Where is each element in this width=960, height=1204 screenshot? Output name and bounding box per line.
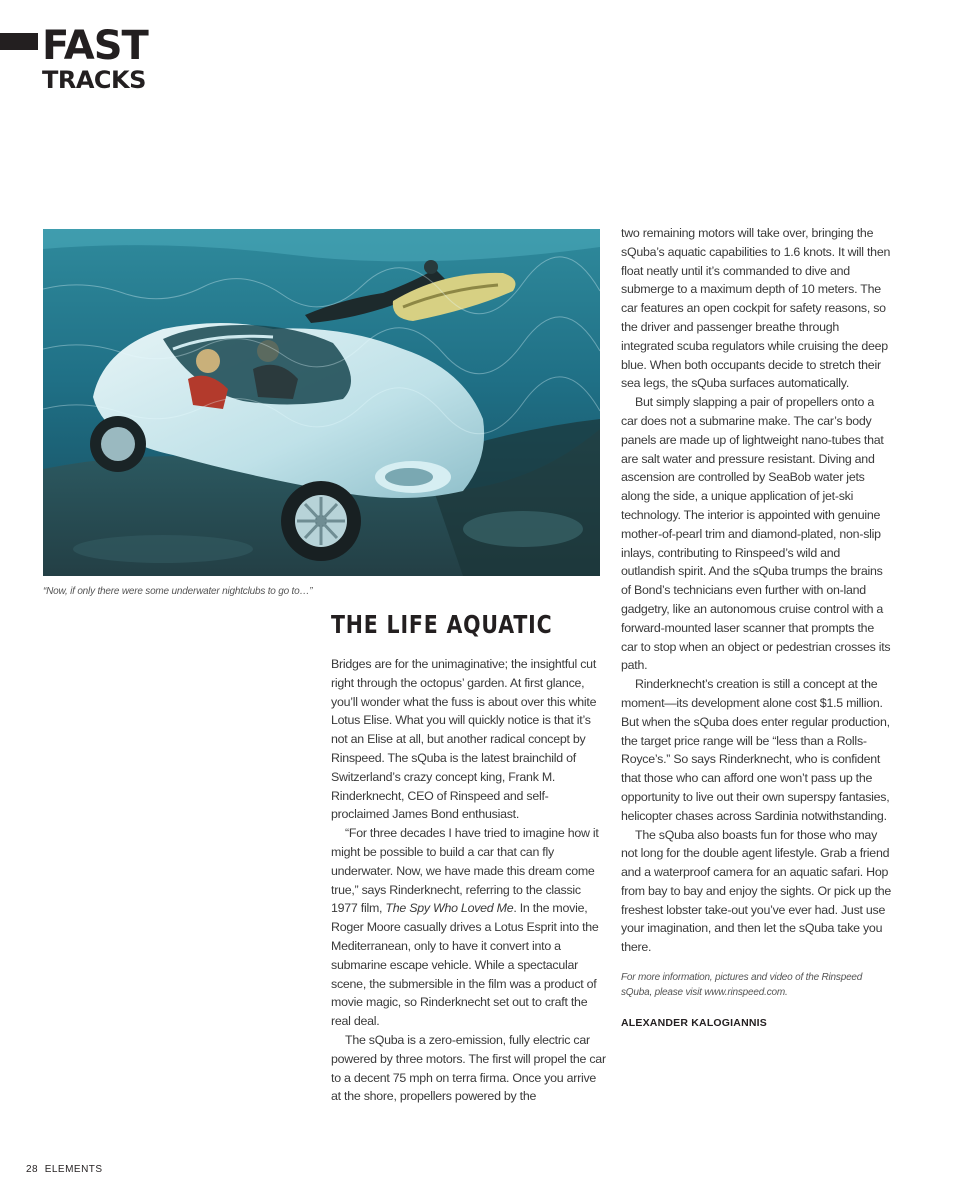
film-title: The Spy Who Loved Me [385, 901, 514, 916]
article-paragraph [331, 824, 606, 1031]
magazine-name: ELEMENTS [44, 1164, 103, 1175]
article-photo [43, 229, 600, 576]
article-paragraph: Bridges are for the unimaginative; the insightful cut right through the octopus’ garden. At first glance, you’ll wonder what the fuss is about over this white Lotus Elise. What you will quickly notice is that it’s not an Elise at all, but another radical concept by Rinspeed. The sQuba is the latest brainchild of Switzerland’s crazy concept king, Frank M. Rinderknecht, CEO of Rinspeed and self-proclaimed James Bond enthusiast. [331, 657, 597, 822]
article-paragraph: two remaining motors will take over, bringing the sQuba’s aquatic capabilities to 1.6 knots. It will then float neatly until it’s commanded to dive and submerge to a maximum depth of 10 meters. The car features an open cockpit for safety reasons, so the driver and passenger breathe through integrated scuba regulators while cruising the deep blue. When both occupants decide to stretch their sea legs, the sQuba surfaces automatically. [621, 226, 891, 391]
article-paragraph: The sQuba also boasts fun for those who may not long for the double agent lifestyle. Grab a friend and a waterproof camera for an aquatic safari. Hop from bay to bay and enjoy the sights. Or pick up the freshest lobster take-out you’ve ever had. Just use your imagination, and then let the sQuba take you there. [621, 827, 892, 955]
paragraph-text: . In the movie, Roger Moore casually drives a Lotus Esprit into the Mediterranean, only to have it convert into a submarine escape vehicle. While a spectacular scene, the submersible in the film was a product of movie magic, so Rinderknecht set out to craft the real deal. [331, 901, 599, 1029]
article-column-middle [331, 655, 606, 1106]
section-marker-bar [0, 33, 38, 50]
article-paragraph: The sQuba is a zero-emission, fully electric car powered by three motors. The first will propel the car to a decent 75 mph on terra firma. Once you arrive at the shore, propellers powered by the [331, 1032, 606, 1104]
article-paragraph: Rinderknecht’s creation is still a concept at the moment—its development alone cost $1.5 million. But when the sQuba does enter regular production, the target price range will be “less than a Rolls-Royce’s.” So says Rinderknecht, who is confident that those who can afford one won’t pass up the opportunity to live out their own superspy fantasies, helicopter chases across Sardinia notwithstanding. [621, 677, 890, 823]
article-column-right [621, 224, 893, 1033]
section-title-line1: FAST [42, 23, 148, 69]
underwater-car-image [43, 229, 600, 576]
photo-caption: “Now, if only there were some underwater nightclubs to go to…” [43, 586, 313, 597]
page-number: 28 [26, 1164, 39, 1175]
more-info-note: For more information, pictures and video of the Rinspeed sQuba, please visit www.rinspeed.com. [621, 972, 863, 999]
page-folio [26, 1164, 103, 1175]
section-title [42, 23, 148, 94]
section-title-line2: TRACKS [42, 66, 146, 94]
author-byline: ALEXANDER KALOGIANNIS [621, 1017, 767, 1030]
article-headline: THE LIFE AQUATIC [331, 610, 553, 639]
paragraph-text: “For three decades I have tried to imagine how it might be possible to build a car that can fly underwater. Now, we have made this dream come true,” says Rinderknecht, referring to the classic 1977 film, [331, 826, 599, 916]
article-paragraph: But simply slapping a pair of propellers onto a car does not a submarine make. The car’s body panels are made up of lightweight nano-tubes that are salt water and pressure resistant. Diving and ascension are controlled by SeaBob water jets along the side, a unique application of jet-ski technology. The interior is appointed with genuine mother-of-pearl trim and diamond-plated, non-slip inlays, contributing to Rinspeed’s wild and outlandish spirit. And the sQuba trumps the brains of Bond’s technicians even further with on-land gadgetry, like an autonomous cruise control with a forward-mounted laser scanner that prompts the car to stop when an object or pedestrian crosses its path. [621, 395, 891, 673]
